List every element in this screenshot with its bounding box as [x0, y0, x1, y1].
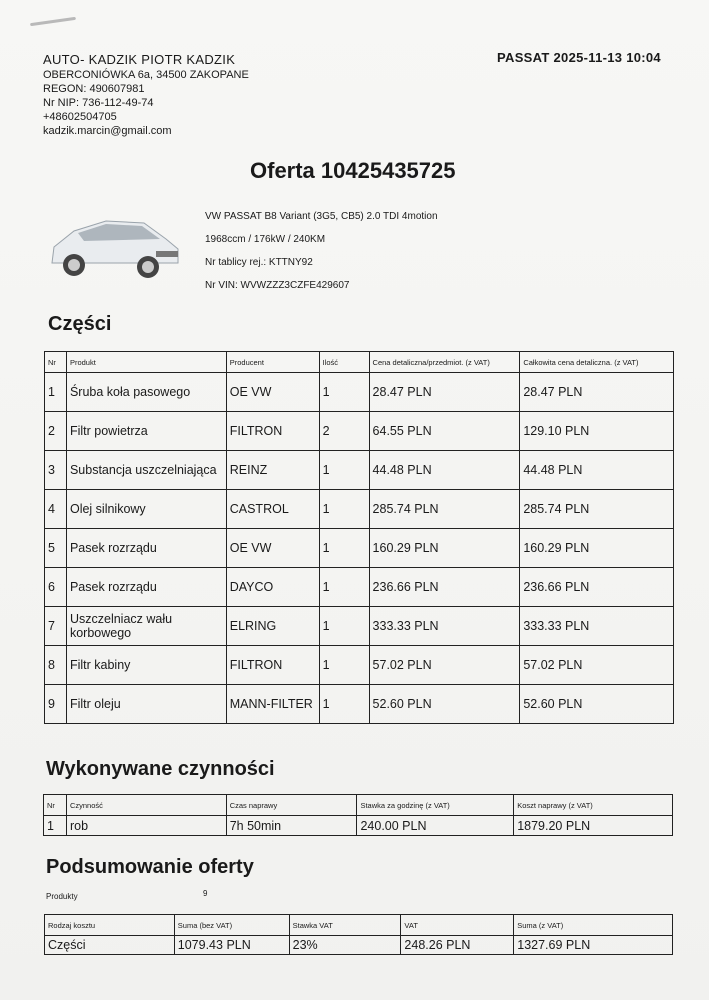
table-cell: Filtr oleju	[66, 685, 226, 724]
table-cell: FILTRON	[226, 412, 319, 451]
summary-table	[44, 914, 673, 955]
company-phone: +48602504705	[43, 111, 117, 123]
table-cell: OE VW	[226, 373, 319, 412]
table-row	[44, 816, 673, 836]
table-cell: 57.02 PLN	[369, 646, 520, 685]
table-cell: 9	[45, 685, 67, 724]
company-block	[43, 53, 249, 138]
table-cell: 2	[319, 412, 369, 451]
col-header: Całkowita cena detaliczna. (z VAT)	[520, 352, 674, 373]
parts-table	[44, 351, 674, 724]
col-header: Produkt	[66, 352, 226, 373]
col-header: Nr	[44, 795, 67, 816]
summary-heading: Podsumowanie oferty	[46, 856, 254, 878]
car-vin: Nr VIN: WVWZZZ3CZFE429607	[205, 280, 350, 291]
table-cell: Pasek rozrządu	[66, 568, 226, 607]
table-cell: 28.47 PLN	[369, 373, 520, 412]
table-cell: DAYCO	[226, 568, 319, 607]
table-row	[45, 607, 674, 646]
table-cell: OE VW	[226, 529, 319, 568]
col-header: Nr	[45, 352, 67, 373]
header-model-date: PASSAT 2025-11-13 10:04	[497, 50, 661, 65]
table-cell: Uszczelniacz wału korbowego	[66, 607, 226, 646]
table-cell: 7	[45, 607, 67, 646]
table-cell: 1879.20 PLN	[514, 816, 673, 836]
table-cell: 57.02 PLN	[520, 646, 674, 685]
table-cell: 44.48 PLN	[520, 451, 674, 490]
table-cell: Substancja uszczelniająca	[66, 451, 226, 490]
company-nip: Nr NIP: 736-112-49-74	[43, 97, 154, 109]
table-cell: 285.74 PLN	[369, 490, 520, 529]
car-info	[205, 205, 438, 297]
table-cell: 333.33 PLN	[369, 607, 520, 646]
offer-title: Oferta 10425435725	[250, 158, 456, 183]
table-cell: Filtr kabiny	[66, 646, 226, 685]
table-cell: Olej silnikowy	[66, 490, 226, 529]
table-row	[45, 451, 674, 490]
table-cell: Filtr powietrza	[66, 412, 226, 451]
table-cell: 160.29 PLN	[520, 529, 674, 568]
table-cell: 236.66 PLN	[520, 568, 674, 607]
car-plate: Nr tablicy rej.: KTTNY92	[205, 257, 313, 268]
table-cell: 28.47 PLN	[520, 373, 674, 412]
labor-heading: Wykonywane czynności	[46, 758, 275, 780]
products-count: 9	[203, 889, 208, 898]
car-engine: 1968ccm / 176kW / 240KM	[205, 234, 326, 245]
table-cell: 4	[45, 490, 67, 529]
table-cell: MANN-FILTER	[226, 685, 319, 724]
table-cell: 64.55 PLN	[369, 412, 520, 451]
table-cell: 240.00 PLN	[357, 816, 514, 836]
table-cell: 129.10 PLN	[520, 412, 674, 451]
table-row	[45, 412, 674, 451]
company-regon: REGON: 490607981	[43, 83, 145, 95]
table-row	[45, 490, 674, 529]
company-name: AUTO- KADZIK PIOTR KADZIK	[43, 52, 236, 67]
table-cell: 1	[44, 816, 67, 836]
table-cell: CASTROL	[226, 490, 319, 529]
table-row	[45, 373, 674, 412]
table-cell: REINZ	[226, 451, 319, 490]
table-cell: 1	[319, 607, 369, 646]
products-label: Produkty	[46, 892, 78, 901]
table-cell: 1079.43 PLN	[174, 936, 289, 955]
col-header: Koszt naprawy (z VAT)	[514, 795, 673, 816]
col-header: Suma (z VAT)	[514, 915, 673, 936]
col-header: Rodzaj kosztu	[45, 915, 175, 936]
table-cell: 236.66 PLN	[369, 568, 520, 607]
table-cell: 1	[319, 646, 369, 685]
table-cell: 5	[45, 529, 67, 568]
table-cell: 1	[319, 490, 369, 529]
table-cell: 2	[45, 412, 67, 451]
table-cell: Śruba koła pasowego	[66, 373, 226, 412]
table-cell: 23%	[289, 936, 401, 955]
labor-table	[43, 794, 673, 836]
table-row	[45, 936, 673, 955]
car-model: VW PASSAT B8 Variant (3G5, CB5) 2.0 TDI 4motion	[205, 211, 438, 222]
table-cell: 333.33 PLN	[520, 607, 674, 646]
parts-header-row	[45, 352, 674, 373]
table-cell: 52.60 PLN	[369, 685, 520, 724]
company-address: OBERCONIÓWKA 6a, 34500 ZAKOPANE	[43, 69, 249, 81]
car-image	[44, 205, 184, 289]
table-cell: 8	[45, 646, 67, 685]
company-email: kadzik.marcin@gmail.com	[43, 125, 172, 137]
table-cell: rob	[66, 816, 226, 836]
table-cell: 6	[45, 568, 67, 607]
table-row	[45, 685, 674, 724]
table-row	[45, 646, 674, 685]
col-header: Suma (bez VAT)	[174, 915, 289, 936]
col-header: Czas naprawy	[226, 795, 357, 816]
table-cell: 248.26 PLN	[401, 936, 514, 955]
table-row	[45, 568, 674, 607]
col-header: Ilość	[319, 352, 369, 373]
col-header: VAT	[401, 915, 514, 936]
table-cell: 1	[319, 529, 369, 568]
table-cell: FILTRON	[226, 646, 319, 685]
col-header: Stawka za godzinę (z VAT)	[357, 795, 514, 816]
table-cell: 1	[319, 373, 369, 412]
table-cell: 1	[45, 373, 67, 412]
col-header: Stawka VAT	[289, 915, 401, 936]
parts-heading: Części	[48, 313, 112, 335]
col-header: Czynność	[66, 795, 226, 816]
table-cell: 44.48 PLN	[369, 451, 520, 490]
table-cell: 7h 50min	[226, 816, 357, 836]
table-cell: 3	[45, 451, 67, 490]
table-cell: 160.29 PLN	[369, 529, 520, 568]
table-cell: 1	[319, 685, 369, 724]
table-cell: ELRING	[226, 607, 319, 646]
table-cell: 1	[319, 451, 369, 490]
table-row	[45, 529, 674, 568]
staple-mark	[30, 17, 76, 26]
labor-header-row	[44, 795, 673, 816]
table-cell: Części	[45, 936, 175, 955]
table-cell: 1	[319, 568, 369, 607]
table-cell: Pasek rozrządu	[66, 529, 226, 568]
table-cell: 285.74 PLN	[520, 490, 674, 529]
table-cell: 52.60 PLN	[520, 685, 674, 724]
col-header: Producent	[226, 352, 319, 373]
summary-header-row	[45, 915, 673, 936]
col-header: Cena detaliczna/przedmiot. (z VAT)	[369, 352, 520, 373]
table-cell: 1327.69 PLN	[514, 936, 673, 955]
